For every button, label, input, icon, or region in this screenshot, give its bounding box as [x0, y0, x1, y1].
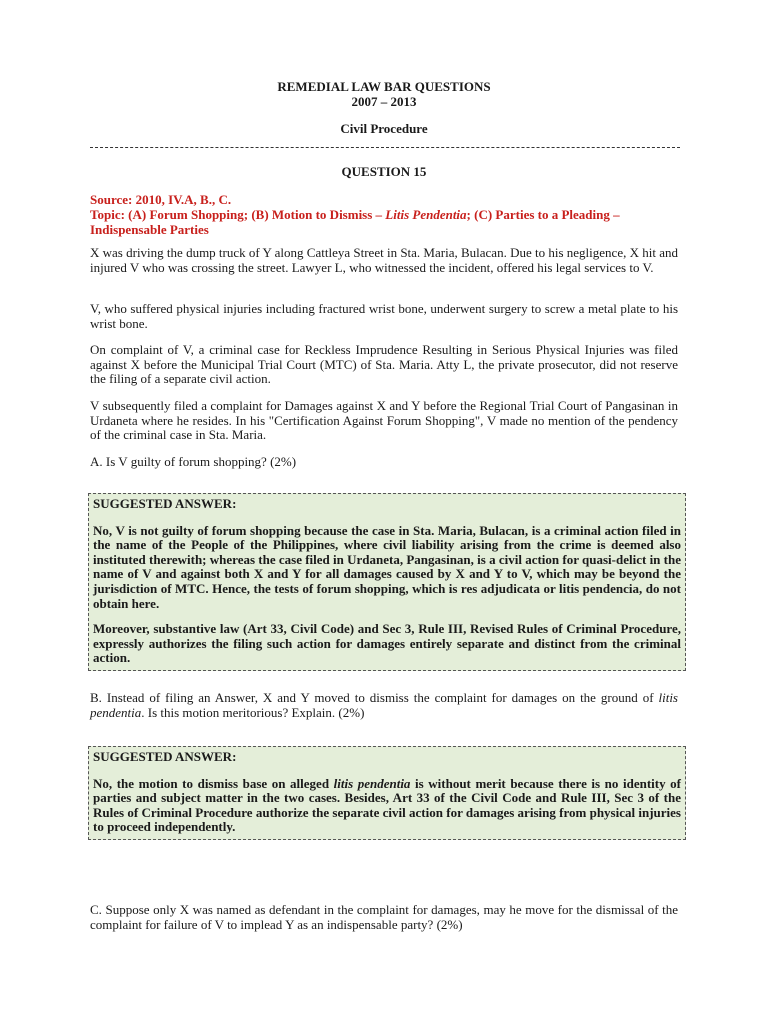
facts-paragraph-3: On complaint of V, a criminal case for Reckless Imprudence Resulting in Serious Physical Injuries was filed against X before the Municipal Trial Court (MTC) of Sta. Maria. Atty L, the private prosecutor, did not reserve the filing of a separate civil action.	[90, 342, 678, 387]
dashed-divider	[90, 147, 680, 148]
question-c: C. Suppose only X was named as defendant in the complaint for damages, may he move for the dismissal of the complaint for failure of V to implead Y as an indispensable party? (2%)	[90, 902, 678, 932]
answer-label: SUGGESTED ANSWER:	[93, 749, 237, 764]
answer-label: SUGGESTED ANSWER:	[93, 496, 237, 511]
answer-b-paragraph: No, the motion to dismiss base on alleged litis pendentia is without merit because there is no identity of parties and subject matter in the two cases. Besides, Art 33 of the Civil Code and Rule III, Sec 3 of the Rules of Criminal Procedure authorize the separate civil action for damages arising from physical injuries to proceed independently.	[93, 775, 681, 835]
question-topic: Topic: (A) Forum Shopping; (B) Motion to Dismiss – Litis Pendentia; (C) Parties to a Pleading – Indispensable Parties	[90, 207, 620, 237]
document-years: 2007 – 2013	[351, 94, 417, 109]
document-title: REMEDIAL LAW BAR QUESTIONS	[277, 79, 491, 94]
document-subject: Civil Procedure	[340, 121, 428, 136]
question-a: A. Is V guilty of forum shopping? (2%)	[90, 454, 297, 469]
answer-a-paragraph-1: No, V is not guilty of forum shopping because the case in Sta. Maria, Bulacan, is a criminal action filed in the name of the People of the Philippines, where civil liability arising from the crime is deemed also instituted therewith; whereas the case filed in Urdaneta, Pangasinan, is a civil action for quasi-delict in the name of V and against both X and Y for all damages caused by X and Y to V, which may be beyond the jurisdiction of MTC. Hence, the tests of forum shopping, which is res adjudicata or litis pendencia, do not obtain here.	[93, 522, 681, 611]
suggested-answer-b	[88, 746, 686, 840]
question-source: Source: 2010, IV.A, B., C.	[90, 192, 232, 207]
facts-paragraph-4: V subsequently filed a complaint for Damages against X and Y before the Regional Trial Court of Pangasinan in Urdaneta where he resides. In his "Certification Against Forum Shopping", V made no mention of the pendency of the criminal case in Sta. Maria.	[90, 398, 678, 443]
suggested-answer-a	[88, 493, 686, 671]
facts-paragraph-1: X was driving the dump truck of Y along Cattleya Street in Sta. Maria, Bulacan. Due to his negligence, X hit and injured V who was crossing the street. Lawyer L, who witnessed the incident, offered his legal services to V.	[90, 245, 678, 275]
answer-a-paragraph-2: Moreover, substantive law (Art 33, Civil Code) and Sec 3, Rule III, Revised Rules of Criminal Procedure, expressly authorizes the filing such action for damages entirely separate and distinct from the criminal action.	[93, 621, 681, 666]
question-b: B. Instead of filing an Answer, X and Y moved to dismiss the complaint for damages on the ground of litis pendentia. Is this motion meritorious? Explain. (2%)	[90, 690, 678, 720]
question-number: QUESTION 15	[341, 164, 427, 179]
facts-paragraph-2: V, who suffered physical injuries including fractured wrist bone, underwent surgery to screw a metal plate to his wrist bone.	[90, 301, 678, 331]
